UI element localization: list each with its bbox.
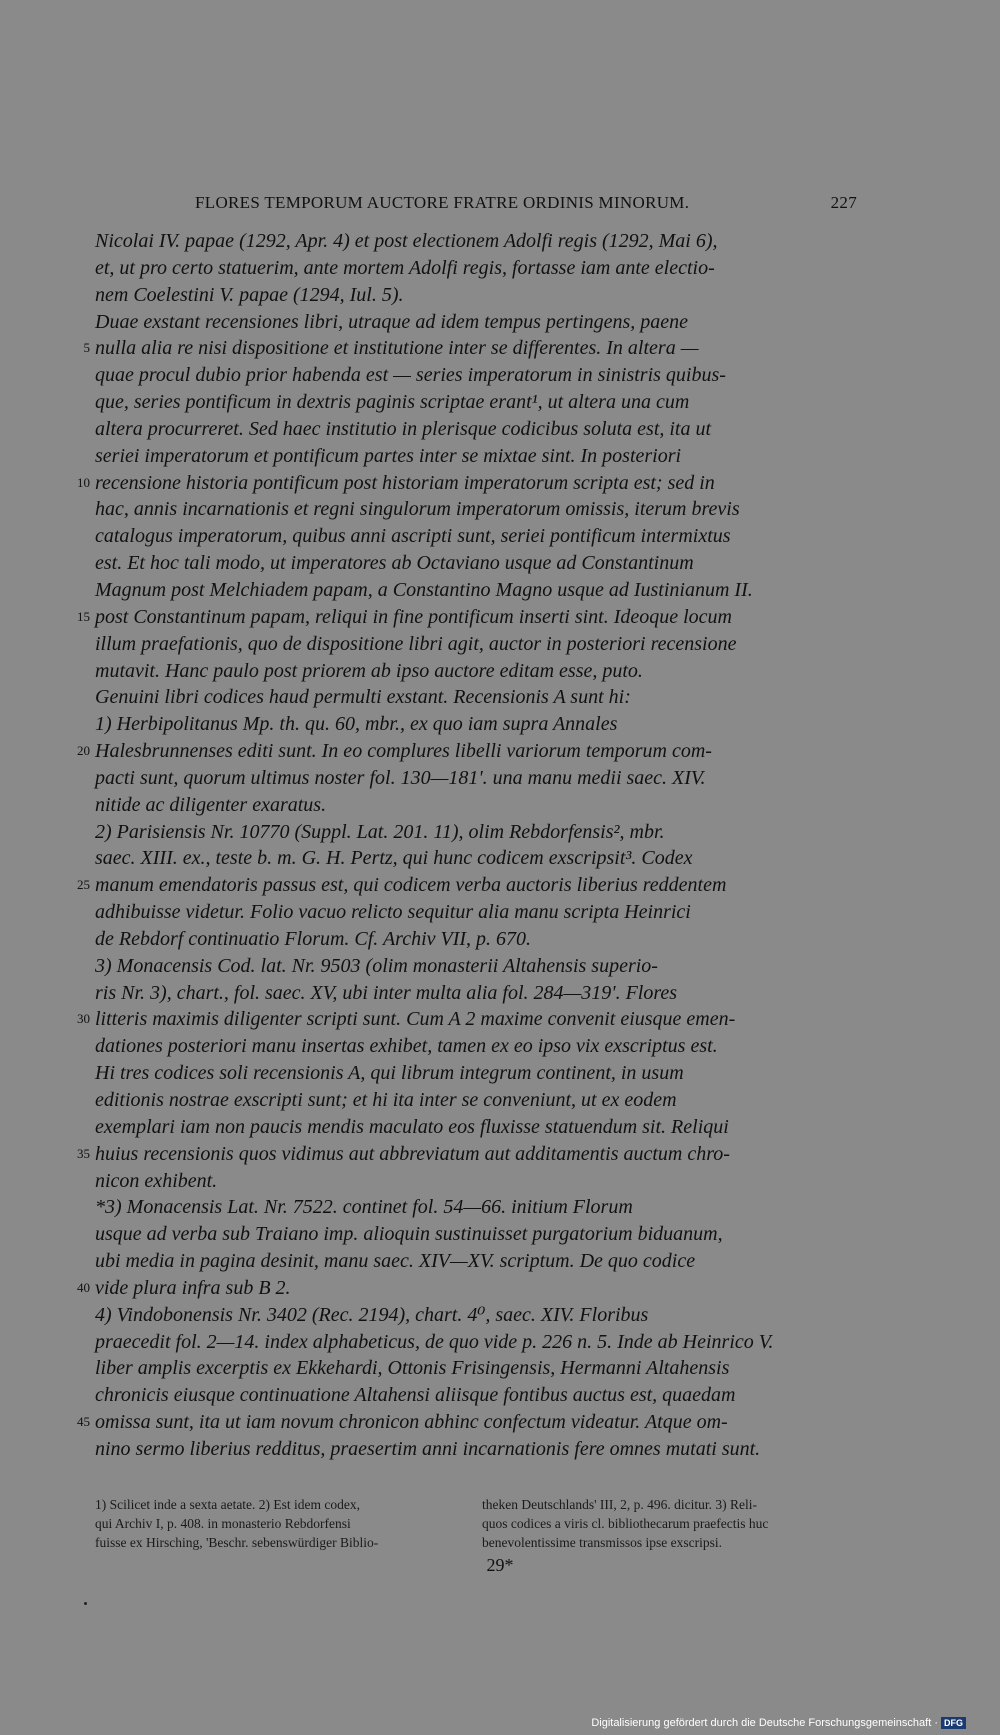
line-text: que, series pontificum in dextris paginis scriptae erant¹, ut altera una cum [95, 391, 690, 414]
line-text: mutavit. Hanc paulo post priorem ab ipso auctore editam esse, puto. [95, 659, 643, 682]
text-line [95, 1248, 857, 1275]
main-text [77, 228, 857, 1463]
line-text: 1) Herbipolitanus Mp. th. qu. 60, mbr., ex quo iam supra Annales [95, 713, 618, 736]
line-text: seriei imperatorum et pontificum partes inter se mixtae sint. In posteriori [95, 444, 682, 467]
line-text: vide plura infra sub B 2. [95, 1276, 291, 1299]
text-line [95, 416, 857, 443]
line-number: 45 [77, 1414, 90, 1430]
line-text: chronicis eiusque continuatione Altahensi aliisque fontibus auctus est, quaedam [95, 1384, 736, 1407]
line-text: Halesbrunnenses editi sunt. In eo complures libelli variorum temporum com- [95, 740, 712, 763]
text-line [77, 1006, 857, 1033]
funding-notice [591, 1717, 966, 1729]
line-text: dationes posteriori manu insertas exhibet, tamen ex eo ipso vix exscriptus est. [95, 1035, 718, 1058]
text-line [95, 765, 857, 792]
text-line [95, 1302, 857, 1329]
text-line [77, 738, 857, 765]
text-line [77, 604, 857, 631]
line-text: *3) Monacensis Lat. Nr. 7522. continet fol. 54—66. initium Florum [95, 1196, 633, 1219]
line-text: 3) Monacensis Cod. lat. Nr. 9503 (olim monasterii Altahensis superio- [95, 954, 658, 977]
line-number: 5 [83, 340, 90, 356]
line-text: Nicolai IV. papae (1292, Apr. 4) et post electionem Adolfi regis (1292, Mai 6), [95, 230, 718, 252]
text-line [77, 1409, 857, 1436]
line-text: illum praefationis, quo de dispositione libri agit, auctor in posteriori recensione [95, 632, 737, 655]
line-number: 20 [77, 743, 90, 759]
text-line [95, 1436, 857, 1463]
footnote-line: theken Deutschlands' III, 2, p. 496. dicitur. 3) Reli- [482, 1497, 757, 1512]
page-number: 227 [830, 193, 857, 212]
text-line [95, 1194, 857, 1221]
footnote-line: 1) Scilicet inde a sexta aetate. 2) Est idem codex, [95, 1497, 361, 1512]
line-text: nitide ac diligenter exaratus. [95, 793, 327, 816]
line-text: editionis nostrae exscripti sunt; et hi ita inter se conveniunt, ut ex eodem [95, 1089, 677, 1111]
line-text: hac, annis incarnationis et regni singulorum imperatorum omissis, iterum brevis [95, 498, 740, 521]
text-line [95, 443, 857, 470]
line-text: huius recensionis quos vidimus aut abbreviatum aut additamentis auctum chro- [95, 1142, 730, 1165]
text-line [95, 1114, 857, 1141]
footnote-line: fuisse ex Hirsching, 'Beschr. sebenswürdiger Biblio- [95, 1535, 379, 1550]
line-text: ubi media in pagina desinit, manu saec. XIV—XV. scriptum. De quo codice [95, 1250, 696, 1273]
line-number: 10 [77, 474, 90, 490]
line-text: 4) Vindobonensis Nr. 3402 (Rec. 2194), chart. 4⁰, saec. XIV. Floribus [95, 1303, 649, 1326]
text-line [77, 872, 857, 899]
line-text: 2) Parisiensis Nr. 10770 (Suppl. Lat. 201. 11), olim Rebdorfensis², mbr. [95, 820, 665, 843]
text-line [95, 1221, 857, 1248]
line-text: praecedit fol. 2—14. index alphabeticus, de quo vide p. 226 n. 5. Inde ab Heinrico V. [95, 1330, 774, 1353]
text-line [95, 309, 857, 336]
line-number: 35 [77, 1145, 90, 1161]
text-line [95, 631, 857, 658]
line-text: de Rebdorf continuatio Florum. Cf. Archiv VII, p. 670. [95, 927, 532, 950]
text-line [95, 1382, 857, 1409]
text-line [95, 523, 857, 550]
text-line [77, 1141, 857, 1168]
text-line [95, 1355, 857, 1382]
line-text: nem Coelestini V. papae (1294, Iul. 5). [95, 283, 404, 306]
line-text: nulla alia re nisi dispositione et institutione inter se differentes. In altera — [95, 337, 699, 360]
line-text: est. Et hoc tali modo, ut imperatores ab Octaviano usque ad Constantinum [95, 552, 694, 575]
line-text: omissa sunt, ita ut iam novum chronicon abhinc confectum videatur. Atque om- [95, 1411, 728, 1434]
line-text: Duae exstant recensiones libri, utraque ad idem tempus pertingens, paene [95, 310, 689, 333]
line-text: ris Nr. 3), chart., fol. saec. XV, ubi inter multa alia fol. 284—319'. Flores [95, 981, 678, 1004]
line-text: nicon exhibent. [95, 1169, 218, 1192]
text-line [95, 792, 857, 819]
footnote-line: quos codices a viris cl. bibliothecarum praefectis huc [482, 1516, 769, 1531]
text-line [95, 389, 857, 416]
text-line [95, 819, 857, 846]
running-title: FLORES TEMPORUM AUCTORE FRATRE ORDINIS MINORUM. [195, 193, 690, 212]
text-line [95, 1329, 857, 1356]
footnotes-left-column [95, 1495, 470, 1552]
text-line [83, 335, 857, 362]
line-text: nino sermo liberius redditus, praesertim anni incarnationis fere omnes mutati sunt. [95, 1437, 761, 1460]
text-line [95, 926, 857, 953]
line-text: litteris maximis diligenter scripti sunt. Cum A 2 maxime convenit eiusque emen- [95, 1008, 736, 1031]
line-text: Hi tres codices soli recensionis A, qui librum integrum continent, in usum [95, 1062, 684, 1085]
text-line [95, 550, 857, 577]
text-line [95, 1168, 857, 1195]
dfg-logo: DFG [941, 1717, 966, 1729]
line-number: 25 [77, 877, 90, 893]
line-text: adhibuisse videtur. Folio vacuo relicto sequitur alia manu scripta Heinrici [95, 901, 691, 924]
footnote-line: qui Archiv I, p. 408. in monasterio Rebdorfensi [95, 1516, 351, 1531]
line-text: pacti sunt, quorum ultimus noster fol. 130—181'. una manu medii saec. XIV. [95, 766, 706, 789]
text-line [95, 899, 857, 926]
text-line [77, 470, 857, 497]
text-line [95, 255, 857, 282]
signature-mark: 29* [486, 1555, 514, 1575]
text-line [95, 362, 857, 389]
text-line [95, 953, 857, 980]
footnote-line: benevolentissime transmissos ipse exscripsi. [482, 1535, 722, 1550]
text-line [95, 496, 857, 523]
text-line [95, 980, 857, 1007]
line-text: recensione historia pontificum post historiam imperatorum scripta est; sed in [95, 471, 715, 494]
line-text: altera procurreret. Sed haec institutio in plerisque codicibus soluta est, ita ut [95, 417, 712, 440]
line-text: saec. XIII. ex., teste b. m. G. H. Pertz, qui hunc codicem exscripsit³. Codex [95, 847, 693, 870]
footnotes-right-column [482, 1495, 857, 1552]
line-text: quae procul dubio prior habenda est — series imperatorum in sinistris quibus- [95, 364, 726, 387]
text-line [77, 1275, 857, 1302]
line-text: manum emendatoris passus est, qui codicem verba auctoris liberius reddentem [95, 874, 727, 897]
line-text: et, ut pro certo statuerim, ante mortem Adolfi regis, fortasse iam ante electio- [95, 256, 715, 279]
text-line [95, 845, 857, 872]
line-number: 30 [77, 1011, 90, 1027]
line-text: post Constantinum papam, reliqui in fine pontificum inserti sint. Ideoque locum [95, 605, 733, 628]
line-text: catalogus imperatorum, quibus anni ascripti sunt, seriei pontificum intermixtus [95, 525, 731, 548]
line-text: Genuini libri codices haud permulti exstant. Recensionis A sunt hi: [95, 686, 631, 709]
stray-mark [84, 1602, 87, 1605]
line-text: usque ad verba sub Traiano imp. alioquin sustinuisset purgatorium biduanum, [95, 1223, 723, 1246]
line-text: liber amplis excerptis ex Ekkehardi, Ottonis Frisingensis, Hermanni Altahensis [95, 1357, 730, 1380]
text-line [95, 711, 857, 738]
line-text: Magnum post Melchiadem papam, a Constantino Magno usque ad Iustinianum II. [95, 578, 753, 601]
text-line [95, 577, 857, 604]
text-line [95, 1060, 857, 1087]
text-line [95, 684, 857, 711]
line-text: exemplari iam non paucis mendis maculato eos fluxisse statuendum sit. Reliqui [95, 1115, 729, 1138]
line-number: 40 [77, 1279, 90, 1295]
text-line [95, 658, 857, 685]
funding-text: Digitalisierung gefördert durch die Deutsche Forschungsgemeinschaft · [591, 1716, 938, 1729]
text-line [95, 228, 857, 255]
line-number: 15 [77, 608, 90, 624]
text-line [95, 1033, 857, 1060]
text-line [95, 1087, 857, 1114]
text-line [95, 282, 857, 309]
